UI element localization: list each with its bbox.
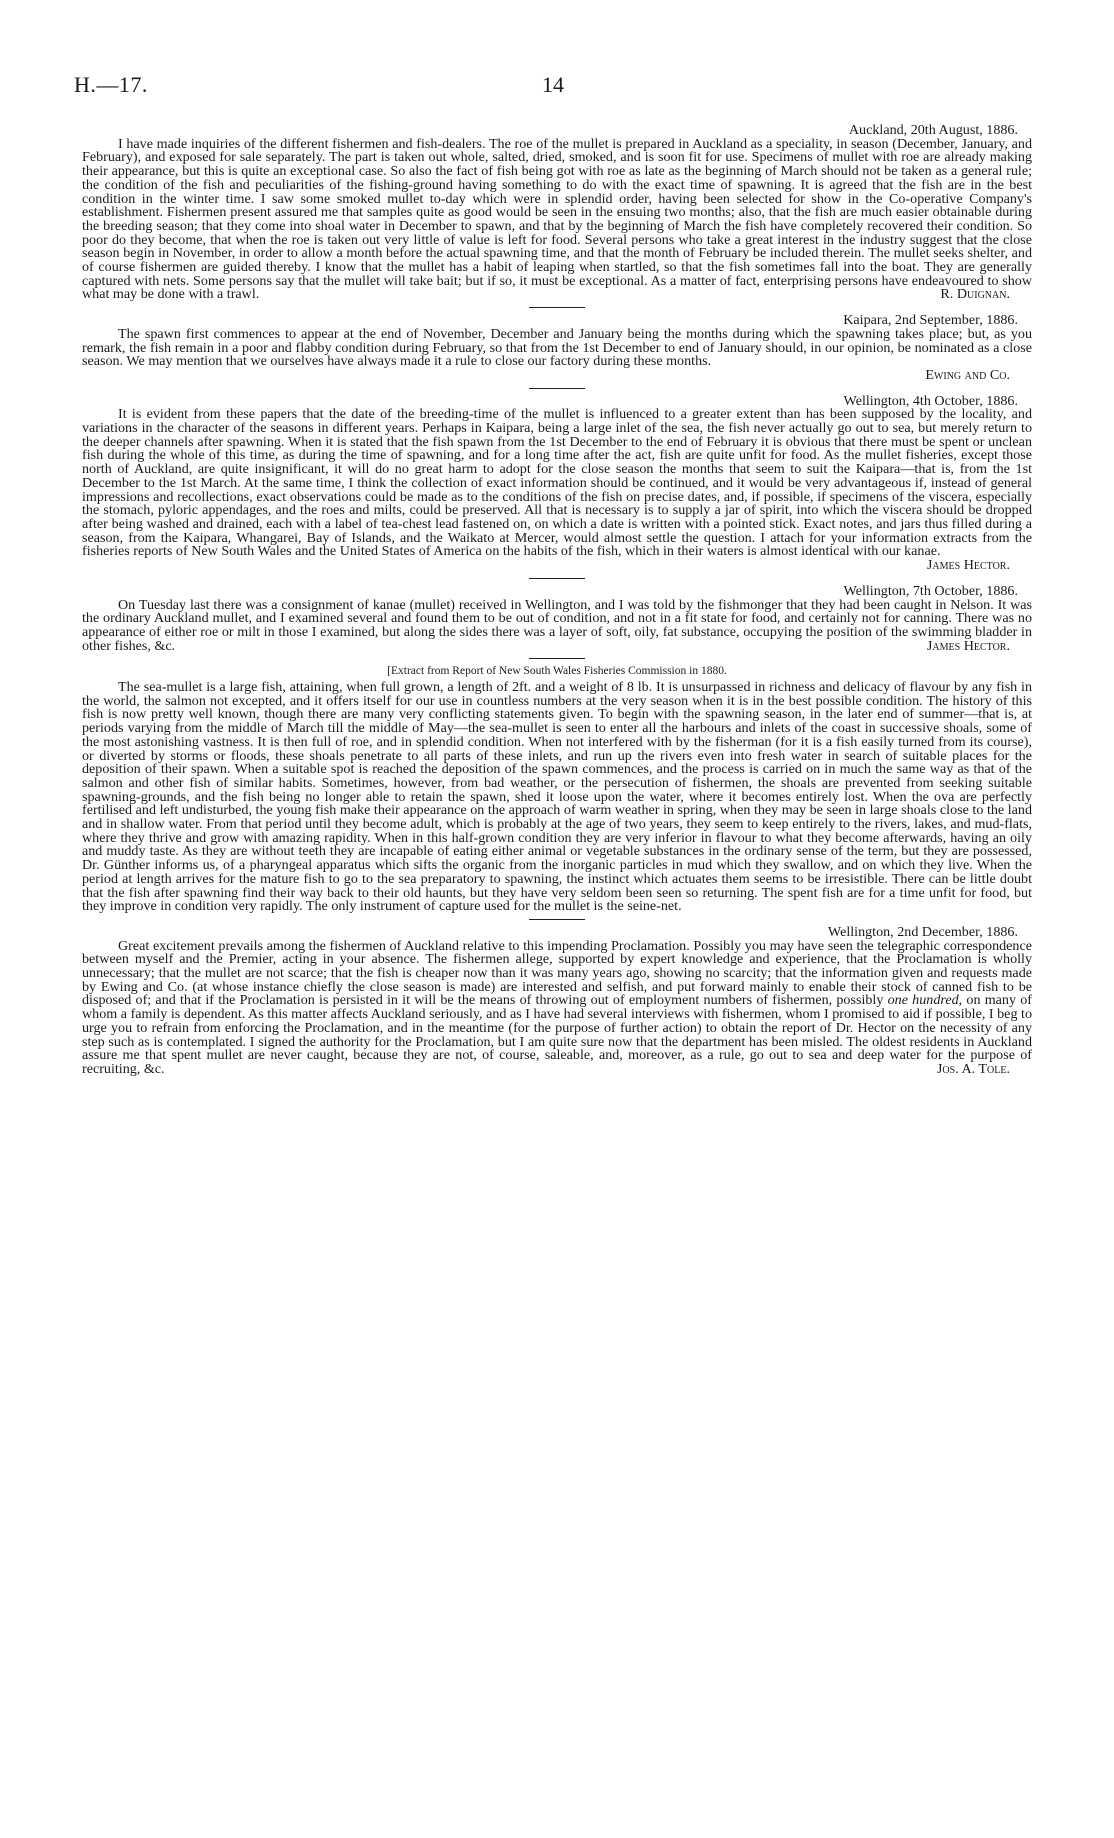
letter-paragraph: I have made inquiries of the different fishermen and fish-dealers. The roe of the mullet is prepared in Auckland as a speciality, in season (December, January, and February), and exposed for sale separately. The part is taken out whole, salted, dried, smoked, and is soon fit for use. Specimens of mullet with roe are already making their appearance, but this is quite an exceptional case. So also the fact of fish being got with roe as late as the beginning of March should not be taken as a general rule; the condition of the fish and peculiarities of the fishing-ground having something to do with the exact time of spawning. It is agreed that the fish are in the best condition in the winter time. I saw some smoked mullet to-day which were in splendid order, having been selected for show in the Co-operative Company's establishment. Fishermen present assured me that samples quite as good would be seen in the ensuing two months; also, that the fish are much easier obtainable during the breeding season; that they come into shoal water in December to spawn, and that by the beginning of March the fish have completely recovered their condition. So poor do they become, that when the roe is taken out very little of value is left for food. Several persons who take a great interest in the industry suggest that the close season begin in November, in order to allow a month before the actual spawning time, and that the month of February be included therein. The mullet seeks shelter, and of course fishermen are guided thereby. I know that the mullet has a habit of leaping when startled, so that the fish sometimes fall into the boat. They are generally captured with nets. Some persons say that the mullet will take bait; but if so, it must be exceptional. As a matter of fact, enterprising persons have endeavoured to show what may be done with a trawl. R. Duignan. <box>82 135 1032 303</box>
signature: R. Duignan. <box>940 286 1010 303</box>
page-number: 14 <box>542 72 564 97</box>
letter-tole <box>82 923 1032 1077</box>
signature: Ewing and Co. <box>925 366 1010 383</box>
letter-paragraph: It is evident from these papers that the date of the breeding-time of the mullet is influenced to a greater extent than has been supposed by the locality, and variations in the character of the seasons in different years. Perhaps in Kaipara, being a large inlet of the sea, the fish never actually go out to sea, but merely return to the deeper channels after spawning. When it is stated that the fish spawn from the 1st December to the end of February it is obvious that there must be spent or unclean fish during the whole of this time, as during the time of spawning, and for a long time after the act, fish are quite unfit for food. As the mullet fisheries, except those north of Auckland, are quite insignificant, it will do no great harm to adopt for the close season the months that seem to suit the Kaipara—that is, from the 1st December to the 1st March. At the same time, I think the collection of exact information should be continued, and it would be very advantageous if, instead of general impressions and recollections, exact observations could be made as to the conditions of the fish on precise dates, and, if possible, if specimens of the viscera, especially the stomach, pyloric appendages, and the roes and milts, could be preserved. All that is necessary is to supply a jar of spirit, into which the viscera should be dropped after being washed and drained, each with a label of tea-chest lead fastened on, on which a date is written with a pointed stick. Exact notes, and jars thus filled during a season, from the Kaipara, Whangarei, Bay of Islands, and the Waikato at Mercer, would almost settle the question. I attach for your information extracts from the fisheries reports of New South Wales and the United States of America on the habits of the fish, which in their waters is almost identical with our kanae. James Hector. <box>82 406 1032 574</box>
document-code: H.—17. <box>74 72 148 97</box>
emphasis-text: one hundred <box>887 992 959 1009</box>
dateline: Wellington, 7th October, 1886. <box>843 582 1018 599</box>
section-divider <box>529 307 585 308</box>
letter-paragraph: The spawn first commences to appear at the end of November, December and January being the months during which the spawning takes place; but, as you remark, the fish remain in a poor and flabby condition during February, so that from the 1st December to end of January should, in our opinion, be nominated as a close season. We may mention that we ourselves have always made it a rule to close our factory during these months. <box>82 325 1032 370</box>
letter-paragraph: Great excitement prevails among the fishermen of Auckland relative to this impending Proclamation. Possibly you may have seen the telegraphic correspondence between myself and the Premier, acting in your absence. The fishermen allege, supported by expert knowledge and experience, that the Proclamation is wholly unnecessary; that the mullet are not scarce; that the fish is cheaper now than it was many years ago, showing no scarcity; that the information given and requests made by Ewing and Co. (at whose instance chiefly the close season is made) are interested and selfish, and put forward mainly to enable their stock of canned fish to be disposed of; and that if the Proclamation is persisted in it will be the means of throwing out of employment numbers of fishermen, possibly one hundred, on many of whom a family is dependent. As this matter affects Auckland seriously, and as I have had several interviews with fishermen, whom I promised to aid if possible, I beg to urge you to refrain from enforcing the Proclamation, and in the meantime (for the purpose of further action) to obtain the report of Dr. Hector on the necessity of any step such as is contemplated. I signed the authority for the Proclamation, but I am quite sure now that the department has been misled. The oldest residents in Auckland assure me that spent mullet are never caught, because they are not, of course, saleable, and, moreover, as a rule, go out to sea and deep water for the purpose of recruiting, &c. Jos. A. Tole. <box>82 937 1032 1077</box>
letter-hector-2 <box>82 582 1032 654</box>
extract-paragraph: The sea-mullet is a large fish, attaining, when full grown, a length of 2ft. and a weight of 8 lb. It is unsurpassed in richness and delicacy of flavour by any fish in the world, the salmon not excepted, and it offers itself for our use in countless numbers at the very season when it is in the best possible condition. The history of this fish is now pretty well known, though there are many very conflicting statements given. To begin with the spawning season, in the later end of summer—that is, at periods varying from the middle of March till the middle of May—the sea-mullet is seen to enter all the harbours and inlets of the coast in successive shoals, some of the most astonishing vastness. It is then full of roe, and in splendid condition. When not interfered with by the fisherman (for it is a fish easily turned from its course), or diverted by storms or floods, these shoals penetrate to all parts of these inlets, and run up the rivers even into fresh water in search of suitable places for the deposition of their spawn. When a suitable spot is reached the deposition of the spawn commences, and the process is carried on in much the same way as that of the salmon and other fish of similar habits. Sometimes, however, from bad weather, or the persecution of fishermen, the shoals are prevented from seeking suitable spawning-grounds, and the fish being no longer able to retain the spawn, shed it loose upon the water, where it becomes entirely lost. When the ova are perfectly fertilised and left undisturbed, the young fish make their appearance on the approach of warm weather in spring, when they may be seen in large shoals close to the land and in shallow water. From that period until they become adult, which is probably at the age of two years, they seem to keep entirely to the rivers, lakes, and mud-flats, where they thrive and grow with amazing rapidity. When in this half-grown condition they are very inferior in flavour to what they become afterwards, having an oily and muddy taste. As they are without teeth they are incapable of eating either animal or vegetable substances in the ordinary sense of the term, but they are possessed, Dr. Günther informs us, of a pharyngeal apparatus which sifts the organic from the inorganic particles in mud which they swallow, and on which they live. When the period at length arrives for the mature fish to go to the sea preparatory to spawning, the instinct which actuates them seems to be irresistible. There can be little doubt that the fish after spawning find their way back to their old haunts, but they have very seldom been seen so returning. The spent fish are for a time unfit for food, but they improve in condition very rapidly. The only instrument of capture used for the mullet is the seine-net. <box>82 679 1032 915</box>
dateline: Auckland, 20th August, 1886. <box>848 122 1018 138</box>
section-divider <box>529 658 585 659</box>
dateline: Wellington, 2nd December, 1886. <box>827 923 1018 940</box>
letter-duignan <box>82 124 1032 302</box>
nsw-extract <box>82 665 1032 914</box>
extract-title: [Extract from Report of New South Wales Fisheries Commission in 1880. <box>387 665 727 678</box>
dateline: Wellington, 4th October, 1886. <box>843 392 1018 409</box>
letter-hector-1 <box>82 392 1032 574</box>
letter-ewing <box>82 314 1032 383</box>
page-header <box>74 72 1040 102</box>
signature: James Hector. <box>926 557 1010 574</box>
dateline: Kaipara, 2nd September, 1886. <box>843 312 1018 329</box>
section-divider <box>529 919 585 920</box>
signature: James Hector. <box>926 637 1010 654</box>
letter-paragraph: On Tuesday last there was a consignment of kanae (mullet) received in Wellington, and I was told by the fishmonger that they had been caught in Nelson. It was the ordinary Auckland mullet, and I examined several and found them to be out of condition, and not in a fit state for food, and certainly not for canning. There was no appearance of either roe or milt in those I examined, but along the sides there was a layer of soft, oily, fat substance, occupying the position of the swimming bladder in other fishes, &c. James Hector. <box>82 596 1032 654</box>
section-divider <box>529 388 585 389</box>
document-body <box>82 124 1032 1077</box>
section-divider <box>529 578 585 579</box>
signature: Jos. A. Tole. <box>936 1061 1010 1077</box>
